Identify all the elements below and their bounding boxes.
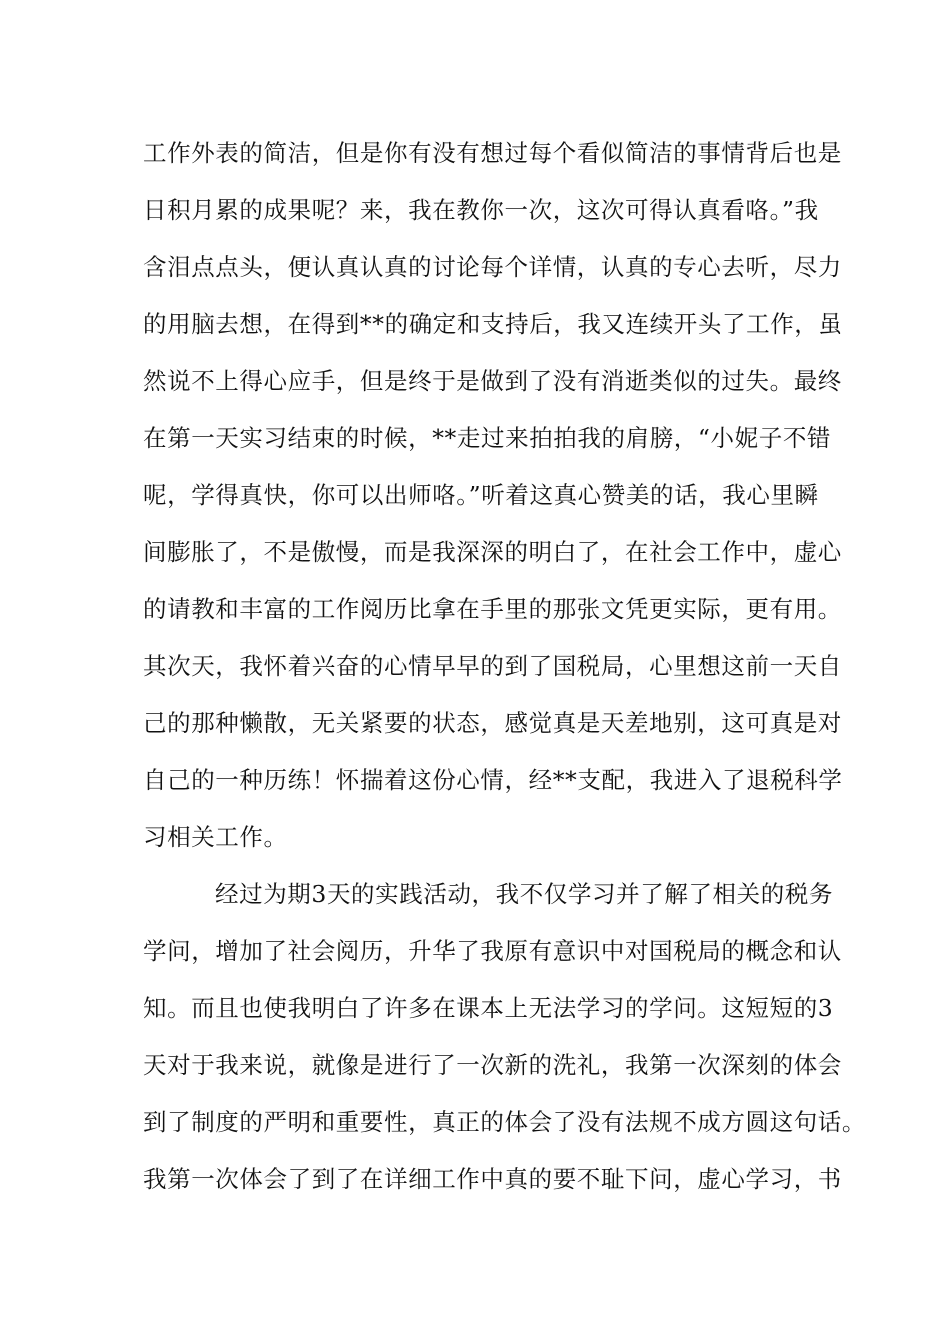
text-line: 到了制度的严明和重要性，真正的体会了没有法规不成方圆这句话。 <box>143 1108 866 1136</box>
text-line: 然说不上得心应手，但是终于是做到了没有消逝类似的过失。最终 <box>143 367 842 395</box>
text-line: 在第一天实习结束的时候，**走过来拍拍我的肩膀，“小妮子不错 <box>143 424 832 452</box>
text-line: 其次天，我怀着兴奋的心情早早的到了国税局，心里想这前一天自 <box>143 652 842 680</box>
text-line: 学问，增加了社会阅历，升华了我原有意识中对国税局的概念和认 <box>143 937 842 965</box>
paragraph-first-line: 经过为期3天的实践活动，我不仅学习并了解了相关的税务 <box>215 880 834 908</box>
text-line: 的请教和丰富的工作阅历比拿在手里的那张文凭更实际，更有用。 <box>143 595 842 623</box>
text-line: 含泪点点头，便认真认真的讨论每个详情，认真的专心去听，尽力 <box>143 253 842 281</box>
text-line: 工作外表的简洁，但是你有没有想过每个看似简洁的事情背后也是 <box>143 139 842 167</box>
text-line: 自己的一种历练！怀揣着这份心情，经**支配，我进入了退税科学 <box>143 766 843 794</box>
text-line: 习相关工作。 <box>143 823 288 851</box>
text-line: 的用脑去想，在得到**的确定和支持后，我又连续开头了工作，虽 <box>143 310 843 338</box>
text-line: 知。而且也使我明白了许多在课本上无法学习的学问。这短短的3 <box>143 994 834 1022</box>
text-line: 日积月累的成果呢？来，我在教你一次，这次可得认真看咯。”我 <box>143 196 819 224</box>
text-line: 呢，学得真快，你可以出师咯。”听着这真心赞美的话，我心里瞬 <box>143 481 819 509</box>
text-line: 己的那种懒散，无关紧要的状态，感觉真是天差地别，这可真是对 <box>143 709 842 737</box>
text-line: 间膨胀了，不是傲慢，而是我深深的明白了，在社会工作中，虚心 <box>143 538 842 566</box>
text-line: 我第一次体会了到了在详细工作中真的要不耻下问，虚心学习，书 <box>143 1165 842 1193</box>
text-line: 天对于我来说，就像是进行了一次新的洗礼，我第一次深刻的体会 <box>143 1051 842 1079</box>
